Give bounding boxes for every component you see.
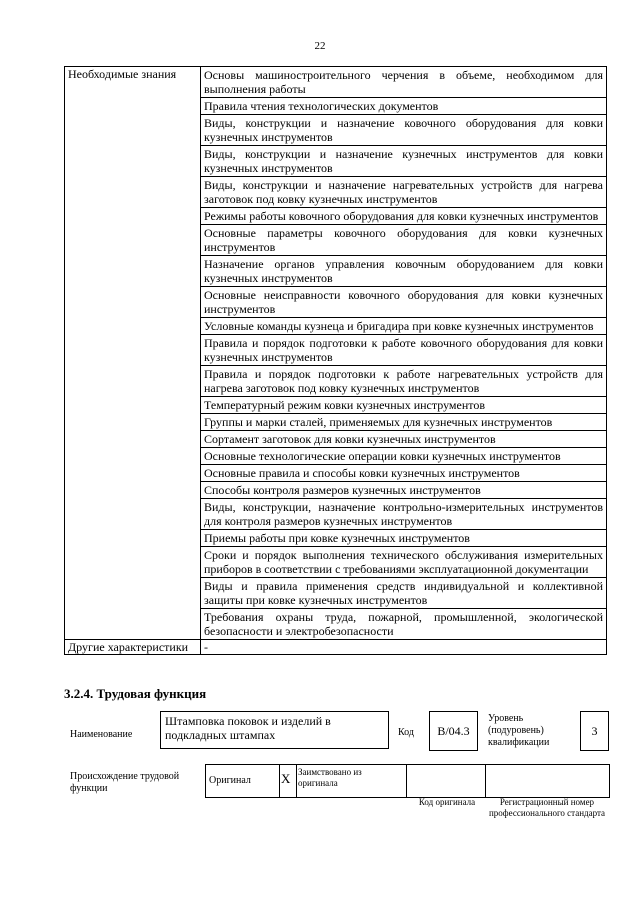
knowledge-table [64,66,607,655]
knowledge-item-text: Условные команды кузнеца и бригадира при ковке кузнечных инструментов [204,319,594,333]
other-row [65,640,607,655]
knowledge-item [201,146,607,177]
knowledge-label: Необходимые знания [65,67,201,640]
knowledge-item [201,578,607,609]
level-box [580,711,609,751]
function-name-value: Штамповка поковок и изделий в подкладных штампах [165,714,331,742]
knowledge-item [201,256,607,287]
level-label: Уровень (подуровень) квалификации [488,713,550,748]
knowledge-item [201,499,607,530]
knowledge-item-text: Сроки и порядок выполнения технического обслуживания измерительных приборов в соответствии с требованиями эксплуатационной документации [204,548,603,576]
knowledge-item-text: Виды, конструкции, назначение контрольно-измерительных инструментов для контроля размеров кузнечных инструментов [204,500,603,528]
knowledge-item-text: Группы и марки сталей, применяемых для кузнечных инструментов [204,415,553,429]
reg-number-caption: Регистрационный номер профессионального стандарта [488,797,606,818]
function-name-box [160,711,389,749]
origin-label: Происхождение трудовой функции [70,771,180,794]
knowledge-item-text: Правила и порядок подготовки к работе ковочного оборудования для ковки кузнечных инструментов [204,336,603,364]
knowledge-item-text: Сортамент заготовок для ковки кузнечных инструментов [204,432,496,446]
knowledge-item [201,287,607,318]
knowledge-item [201,414,607,431]
knowledge-item-text: Способы контроля размеров кузнечных инструментов [204,483,481,497]
knowledge-item [201,431,607,448]
knowledge-item-text: Основные неисправности ковочного оборудования для ковки кузнечных инструментов [204,288,603,316]
knowledge-item [201,335,607,366]
knowledge-item-text: Температурный режим ковки кузнечных инструментов [204,398,486,412]
original-label: Оригинал [209,775,251,786]
knowledge-item [201,465,607,482]
code-value: B/04.3 [437,724,470,738]
other-label: Другие характеристики [65,640,201,655]
original-mark: X [281,771,291,786]
code-original-caption: Код оригинала [418,797,476,807]
knowledge-row [65,67,607,98]
knowledge-item-text: Основы машиностроительного черчения в объеме, необходимом для выполнения работы [204,68,603,96]
knowledge-item-text: Требования охраны труда, пожарной, промышленной, экологической безопасности и электробезопасности [204,610,603,638]
knowledge-item [201,448,607,465]
knowledge-item-text: Приемы работы при ковке кузнечных инструментов [204,531,470,545]
knowledge-item [201,318,607,335]
knowledge-item-text: Назначение органов управления ковочным оборудованием для ковки кузнечных инструментов [204,257,603,285]
knowledge-item [201,530,607,547]
knowledge-item [201,98,607,115]
knowledge-item [201,67,607,98]
knowledge-item-text: Виды, конструкции и назначение ковочного оборудования для ковки кузнечных инструментов [204,116,603,144]
code-label: Код [398,727,414,738]
level-value: 3 [591,724,598,738]
knowledge-item [201,115,607,146]
knowledge-item [201,208,607,225]
knowledge-item-text: Виды и правила применения средств индивидуальной и коллективной защиты при ковке кузнечных инструментов [204,579,603,607]
code-box [429,711,478,751]
knowledge-item-text: Основные технологические операции ковки кузнечных инструментов [204,449,561,463]
knowledge-item [201,397,607,414]
knowledge-item [201,366,607,397]
name-label: Наименование [70,729,133,740]
knowledge-item [201,225,607,256]
knowledge-item-text: Правила чтения технологических документов [204,99,439,113]
knowledge-item [201,177,607,208]
knowledge-item-text: Основные правила и способы ковки кузнечных инструментов [204,466,520,480]
page-number: 22 [314,40,326,52]
knowledge-item [201,609,607,640]
origin-box [205,764,610,798]
knowledge-item [201,482,607,499]
other-value: - [201,640,607,655]
knowledge-item [201,547,607,578]
section-title: 3.2.4. Трудовая функция [64,686,207,701]
knowledge-item-text: Виды, конструкции и назначение нагревательных устройств для нагрева заготовок под ковку кузнечных инструментов [204,178,603,206]
knowledge-item-text: Режимы работы ковочного оборудования для ковки кузнечных инструментов [204,209,599,223]
knowledge-item-text: Основные параметры ковочного оборудования для ковки кузнечных инструментов [204,226,603,254]
knowledge-item-text: Виды, конструкции и назначение кузнечных инструментов для ковки кузнечных инструментов [204,147,603,175]
knowledge-item-text: Правила и порядок подготовки к работе нагревательных устройств для нагрева заготовок под ковку кузнечных инструментов [204,367,603,395]
borrowed-label: Заимствовано из оригинала [298,767,362,788]
